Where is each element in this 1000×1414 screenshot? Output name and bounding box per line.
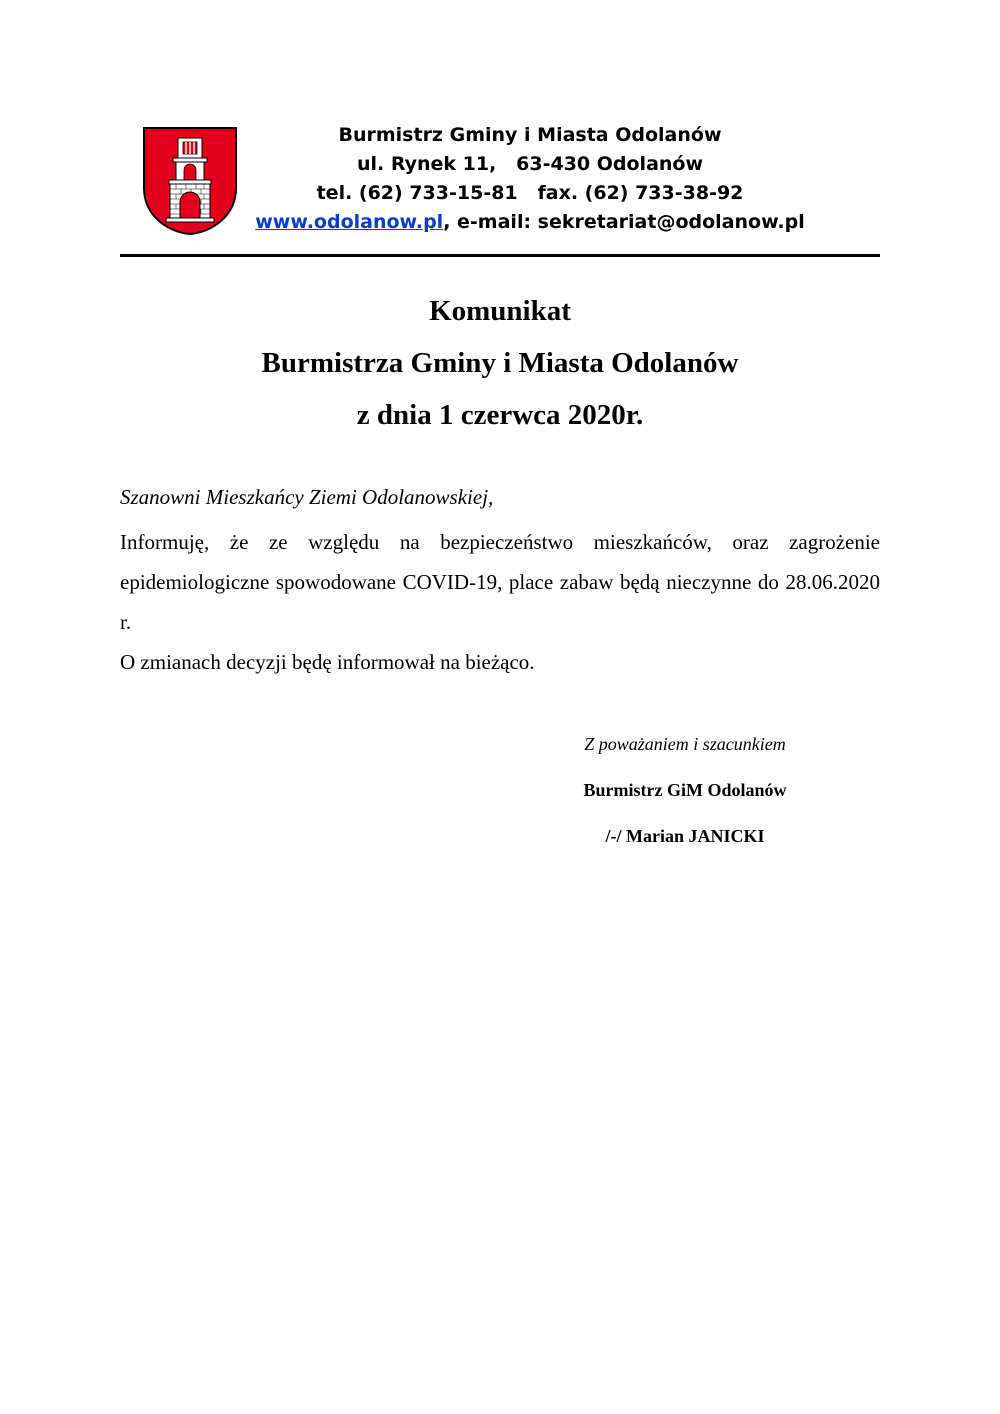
body-paragraph-1: Informuję, że ze względu na bezpieczeństwo mieszkańców, oraz zagrożenie epidemiologiczne spowodowane COVID-19, place zabaw będą nieczynne do 28.06.2020 r. — [120, 530, 880, 634]
title-line-2: Burmistrza Gminy i Miasta Odolanów — [261, 347, 739, 379]
letterhead — [250, 121, 810, 237]
letterhead-divider — [120, 254, 880, 257]
letterhead-office: Burmistrz Gminy i Miasta Odolanów — [338, 124, 722, 146]
email-text: , e-mail: sekretariat@odolanow.pl — [443, 211, 805, 233]
announcement-body — [120, 522, 880, 682]
letterhead-address: ul. Rynek 11, 63-430 Odolanów — [356, 153, 704, 175]
body-paragraph-2: O zmianach decyzji będę informował na bieżąco. — [120, 650, 535, 674]
title-line-3: z dnia 1 czerwca 2020r. — [356, 399, 644, 431]
title-line-1: Komunikat — [429, 295, 571, 327]
signature-block — [530, 730, 840, 850]
closing-regards: Z poważaniem i szacunkiem — [584, 734, 786, 754]
signatory-role: Burmistrz GiM Odolanów — [583, 780, 787, 800]
announcement-title — [120, 285, 880, 441]
website-link[interactable]: www.odolanow.pl — [255, 211, 444, 233]
greeting: Szanowni Mieszkańcy Ziemi Odolanowskiej, — [120, 485, 494, 509]
coat-of-arms-tower-icon — [142, 126, 238, 236]
signatory-name: /-/ Marian JANICKI — [605, 826, 765, 846]
letterhead-phones: tel. (62) 733-15-81 fax. (62) 733-38-92 — [316, 182, 744, 204]
letterhead-contact — [250, 208, 810, 237]
